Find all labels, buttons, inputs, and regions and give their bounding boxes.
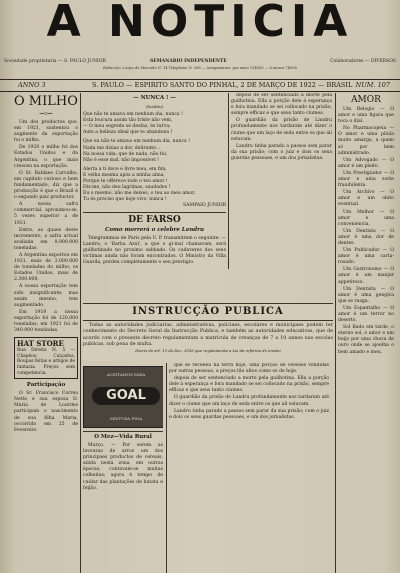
lower-center-text: depois de ser sentenciado a morte pela guilhotina. Ella a porção dele á esperança e fora mandado se sei collocado na prisão, sempre efficaz e que seus tanto ciumes. (169, 376, 329, 394)
milho-byline: —:— (39, 111, 53, 117)
landru-paragraph: Landru tinha parado a passos sem parar da sua prisão; com o juiz e dois os seus guardas pessoaes, e um dos jornalistas. (231, 143, 332, 161)
poem-line: — O meu segredo se desfaz, és turva; (83, 124, 171, 130)
dateline-place: S. PAULO — ESPIRITO SANTO DO PINHAL, 2 DE MARÇO DE 1922 — BRASIL (92, 81, 353, 89)
column-rule (80, 93, 81, 573)
masthead-subtitles (0, 58, 400, 66)
goal-ad (83, 366, 163, 428)
milho-paragraph: Um dos productos que, em 1921, sustentou o augmento da exportação foi o milho. (14, 120, 78, 144)
poem-line: Porque te offerece todo o teu amor ! (83, 179, 168, 185)
amor-item: Um Melhor — O amor e uma conveniencia. (338, 209, 394, 227)
hat-store-text: Rua Direita N. 5 — Chapéos, Calçados, Roupas feitas e artigos de fantasia. Preços sem competencia. (17, 348, 75, 376)
lower-center-text: Landru tinha parado a passos sem parar da sua prisão; com o juiz e dois os seus guardas pessoaes, e um dos jornalistas. (169, 408, 329, 420)
masthead-center-sub: SEMANARIO INDEPENDENTE (150, 59, 227, 64)
goal-top-text: ACEITAMOS PARA (106, 372, 146, 377)
poem-line: Alerta a ti doce e livre meu, em fim, (83, 166, 167, 172)
newspaper-title: A NOTICIA (46, 0, 354, 47)
vida-rural-text: Março. — Por serem as lavouras de arroz um dos principaes productos de cereais, ainda nesta zona, em outras épocas, contavam-se muitas colheitas; agora é tempo de cuidar das plantações de batata e feijão. (83, 443, 163, 491)
goal-column (83, 363, 163, 573)
instrucao-sign: Diario do art. 15 do Dec. 3356 que regulamenta a Lei da reforma do ensino (135, 348, 281, 354)
goal-bottom-text: MISTURA FINA (109, 415, 143, 421)
left-column (14, 93, 78, 573)
amor-item: Um Prestigiador — O amor e uma sorte fraudulenta. (338, 170, 394, 189)
divider (83, 431, 163, 432)
poem-line: Não é esse mal, não impossivel ! (83, 157, 159, 163)
column-rule (166, 363, 167, 573)
milho-paragraph: Entre, as quaes deste incremento, a safra actual avaliada em 8.900.000 toneladas. (14, 227, 78, 251)
amor-item: Um Espantalho — O amor é um terror no deserto. (338, 305, 394, 324)
poem-line: Na nossa vida, que de nada, não foi, (83, 151, 168, 157)
poem-line: Nada me dizias a dor, delirante... (83, 145, 161, 151)
defarso-text: Telegrammas de Paris pela U. P. transmittem o seguinte: — Landru, o 'Barba Azul', a que o gi-mal chamavam, será guilhotinado no proximo sabbado. Os cadaveres dos seus victimas ainda não foram encontrados. O Ministro da Villa Guarda, perdeu completamente o seu prestigio. (83, 235, 226, 265)
masthead (0, 0, 400, 47)
column-rule (228, 93, 229, 269)
milho-paragraph: A nossa exportação tem sido insignificante; mas assim mesmo, tem augmentado. (14, 284, 78, 308)
divider (83, 320, 333, 321)
milho-paragraph: O Sr. Baldaes Carvalho, em capitulo curioso e bem fundamentado, diz que a producção é que o Brazil é o segundo paiz productor. (14, 170, 78, 201)
amor-item: Um Gastronomo — O amor é um manjar appetitoso. (338, 267, 394, 285)
poem-signature: SAMPAIO JUNIOR (183, 203, 226, 209)
participacao-text: O Sr. Francisco Correa Netto e sua esposa D. Maria de Lourdes participam o nascimento de sua filha Maria, occorrido em 25 de Fevereiro. (14, 391, 78, 433)
divider (83, 212, 226, 213)
milho-paragraph: Em 1919 a nossa exportação foi de 120.000 toneladas; em 1921 foi de 340.000 toneladas. (14, 309, 78, 334)
milho-paragraph: A Argentina exportou em 1921, mais de 3.000.000 de toneladas do milho; os Estados Unidos, mais de 2.300.000. (14, 252, 78, 283)
masthead-right-sub: Colaboradores — DIVERSOS (330, 59, 396, 64)
landru-paragraph: O guardião da prisão de Landru profundamente nos tardaram até dizer o ciume que um laço de seda entre os que ali estavam. (231, 118, 332, 142)
amor-item: Um Publicador — O amor é uma carta-rosado. (338, 248, 394, 266)
poem-line: E velha mesma após a minha alma, (83, 172, 165, 178)
amor-title: AMOR (351, 95, 381, 105)
lower-center-text: O guardião da prisão de Landru profundamente nos tardaram até dizer o ciume que um laço de seda entre os que ali estavam. (169, 395, 329, 407)
poem-line: Eu o mesmo, não me deixes, o teu ao meu amor, (83, 191, 196, 197)
masthead-subline: Redacção: Largo do Mercado N. 14 Telephone N. 308 — Assignaturas: por anno 12$000 — 6 mezes 7$000 (103, 66, 297, 70)
columns (0, 93, 400, 573)
dateline-num: NUM. 107 (355, 81, 390, 89)
nunca-title: — NUNCA ! — (133, 95, 176, 101)
goal-brand: GOAL (92, 387, 160, 405)
milho-title: O MILHO (14, 94, 78, 109)
amor-item: Um Dentista — O amor é uma gengiva que se rasga. (338, 286, 394, 304)
dateline-anno: ANNO 3 (18, 81, 46, 89)
amor-item: Um Relogio — O amor e uma figura que toca o dial. (338, 107, 394, 125)
defarso-sub: Como morrerá o celebre Landru (105, 226, 204, 233)
instrucao-text: Todas as autoridades judiciarias, administrativas, policiaes, escolares e municipaes podem ter conhecimento do Decreto Geral da Instrucção Publica, e também as autoridades educativas, que de acordo com o presente decreto regulamentam a matricula de creanças de 7 a 10 annos nas escolas publicas, sob pena de multa. (83, 323, 333, 347)
lower-center-column (169, 363, 329, 573)
hat-store-ad (14, 337, 78, 379)
column-rule (335, 93, 336, 573)
hat-store-title: HAT STORE (17, 339, 64, 349)
poem-line: Tu és preciso que hoje vivo, nunca ! (83, 197, 167, 203)
lower-center-text: que se recebeu na terra hoje, uma porção de cereaes vendidas por outras pessoas, a preços tão altos como os de hoje. (169, 363, 329, 375)
right-column (338, 93, 394, 573)
instrucao-title: INSTRUCÇÃO PUBLICA (132, 306, 284, 317)
vida-rural-title: O Mez—Vida Rural (94, 434, 152, 440)
poem (83, 112, 226, 203)
amor-item: No Pharmacopeia — O amor e uma pilula muito amarga, a quem só por bem administrado. (338, 126, 394, 156)
masthead-left-sub: Sociedade proprietaria — S. PAULO JUNIOR (4, 59, 106, 64)
dateline (0, 79, 400, 92)
amor-tail: Sol Bado em tarde, o eterno sol, o amor e um beijo por uma chuva de ouro onde se ajoelha o bem amado e meu. (338, 325, 394, 355)
poem-line: Que eu não te amava em nenhum dia, nunca ! (83, 139, 191, 145)
participacao-title: Participação (26, 382, 66, 389)
amor-item: Um Advogado — O amor é um pleito. (338, 157, 394, 169)
poem-line: Aute a belleza ideal que te abandona ! (83, 130, 173, 136)
poem-line: Esta loucura assim tão triste não vem, (83, 118, 173, 124)
amor-item: Um Dentista — O amor é uma dor de dentes. (338, 228, 394, 246)
defarso-title: DE FARSO (128, 214, 181, 225)
poem-line: Diz-me, não deu lagrimas, saudades ! (83, 185, 171, 191)
nunca-sub: (Inédito) (145, 104, 164, 109)
poem-line: Que não te amava em nenhum dia, nunca ! (83, 112, 183, 118)
milho-paragraph: De 1920 o milho foi dos Estados Unidos e da Argentina, o que mais cresceu na exportação. (14, 145, 78, 169)
mid-column (231, 93, 332, 269)
instrucao-block (83, 301, 333, 361)
divider (83, 303, 333, 304)
landru-paragraph: depois de ser sentenciado a morte pela guilhotina. Ella a porção dele á esperança e fora mandado se sei collocado na prisão, sempre efficaz e que seus tanto ciumes. (231, 93, 332, 117)
amor-item: Um Archivo — O amor e um obito eventual. (338, 190, 394, 208)
milho-paragraph: A nossa safra commercial, aproximou-se, 5 vezes superior a de 1921. (14, 202, 78, 226)
